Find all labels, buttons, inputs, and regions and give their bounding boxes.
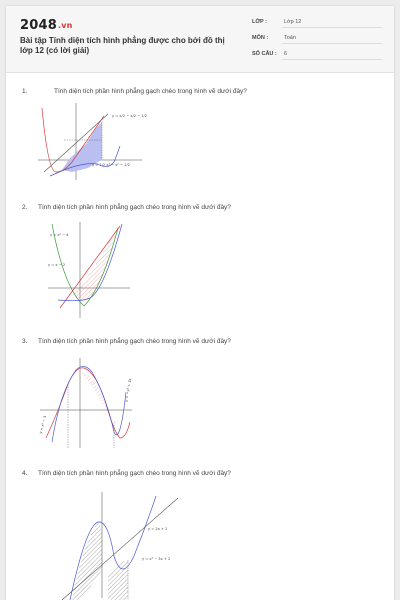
hatched-region bbox=[72, 232, 116, 304]
question-1-text: Tính diện tích phần hình phẳng gạch chéo trong hình vẽ dưới đây? bbox=[54, 88, 247, 95]
meta-question-count bbox=[252, 48, 382, 60]
q4-label-2: y = x³ − 3x + 2 bbox=[142, 557, 171, 561]
worksheet-header bbox=[6, 6, 394, 73]
q3-label-2: y = −x³ + 3x bbox=[124, 378, 133, 403]
meta-grade bbox=[252, 16, 382, 28]
q4-label-1: y = 2x + 2 bbox=[148, 527, 168, 531]
q1-label-1: y = x/2 − x/2 − 1/2 bbox=[112, 114, 148, 118]
question-2-number: 2. bbox=[22, 204, 28, 211]
meta-grade-key: LỚP : bbox=[252, 19, 267, 25]
q1-label-2: y = 1/2 x³ − x² − 1/2 bbox=[92, 163, 130, 167]
q2-label-2: y = x − 2 bbox=[48, 263, 66, 267]
site-logo[interactable] bbox=[20, 18, 73, 33]
logo-suffix: .vn bbox=[57, 21, 73, 30]
logo-text: 2048 bbox=[20, 18, 57, 33]
worksheet-page bbox=[6, 6, 394, 600]
meta-subject-value: Toán bbox=[284, 35, 296, 41]
hatched-region-right bbox=[108, 560, 128, 600]
q3-label-1: y = x² − 3 bbox=[38, 415, 48, 435]
question-2-text: Tính diện tích phần hình phẳng gạch chéo trong hình vẽ dưới đây? bbox=[38, 204, 231, 211]
question-4-figure bbox=[42, 486, 192, 600]
question-4-number: 4. bbox=[22, 470, 28, 477]
question-2-figure bbox=[44, 218, 134, 322]
meta-count-key: SỐ CÂU : bbox=[252, 51, 277, 57]
meta-count-value: 6 bbox=[284, 51, 288, 57]
q2-label-1: y = x² − 4 bbox=[50, 233, 69, 237]
question-1-number: 1. bbox=[22, 88, 28, 95]
hatched-region-left bbox=[72, 522, 103, 600]
document-title: Bài tập Tính diện tích hình phẳng được cho bởi đồ thị lớp 12 (có lời giải) bbox=[20, 36, 225, 55]
meta-subject bbox=[252, 32, 382, 44]
question-1-figure bbox=[34, 100, 148, 182]
meta-subject-key: MÔN : bbox=[252, 35, 269, 41]
question-3-figure bbox=[36, 352, 136, 452]
question-3-number: 3. bbox=[22, 338, 28, 345]
question-3-text: Tính diện tích phần hình phẳng gạch chéo trong hình vẽ dưới đây? bbox=[38, 338, 231, 345]
question-4-text: Tính diện tích phần hình phẳng gạch chéo trong hình vẽ dưới đây? bbox=[38, 470, 231, 477]
meta-grade-value: Lớp 12 bbox=[284, 19, 302, 25]
